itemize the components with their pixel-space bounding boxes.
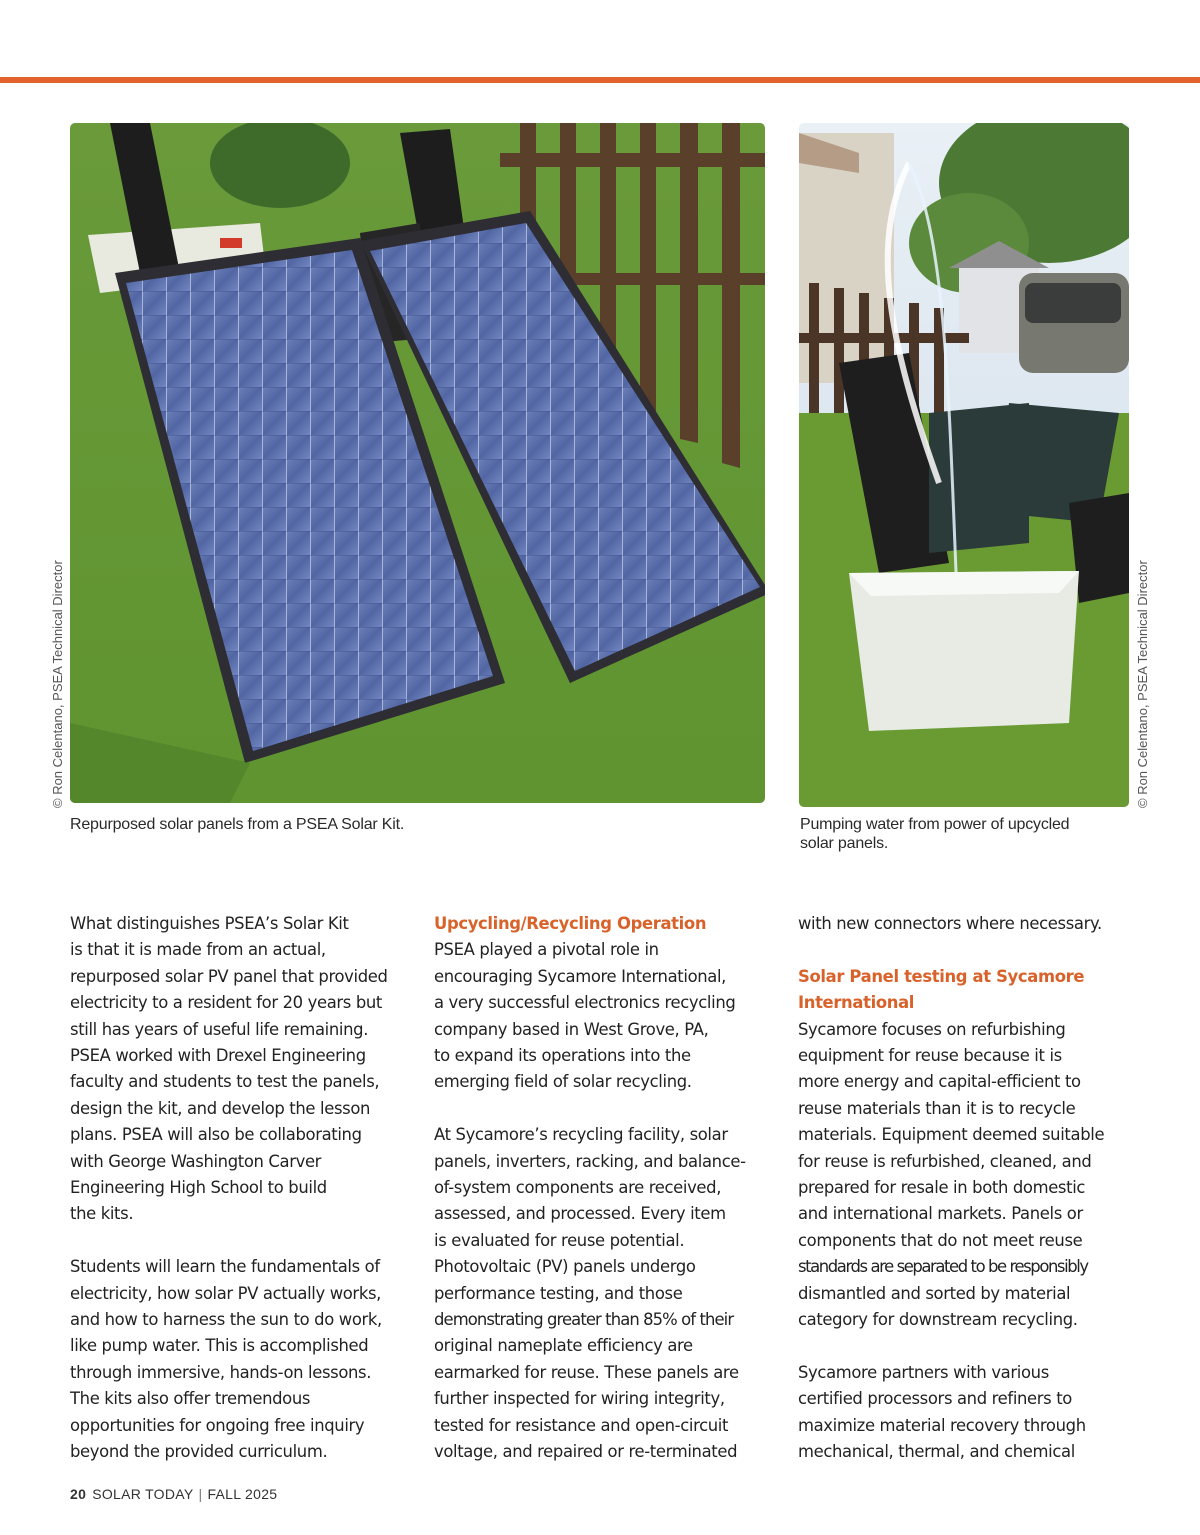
paragraph [798,911,1143,937]
text-line: encouraging Sycamore International, [434,966,727,986]
text-line: PSEA worked with Drexel Engineering [70,1046,366,1066]
text-line: is evaluated for reuse potential. [434,1230,685,1250]
text-line: the kits. [70,1204,134,1224]
text-line: is that it is made from an actual, [70,940,326,960]
caption-line: Pumping water from power of upcycled [800,816,1070,833]
article-column-3 [798,911,1143,1492]
text-line: for reuse is refurbished, cleaned, and [798,1151,1092,1171]
text-line: components that do not meet reuse [798,1230,1083,1250]
text-line: demonstrating greater than 85% of their [434,1310,734,1330]
article-column-2 [434,911,779,1492]
text-line: Photovoltaic (PV) panels undergo [434,1257,696,1277]
section-heading-solar-panel-testing [798,964,1143,1017]
footer-separator: | [198,1486,203,1502]
paragraph [70,911,415,1228]
text-line: Sycamore focuses on refurbishing [798,1019,1066,1039]
text-line: repurposed solar PV panel that provided [70,966,388,986]
text-line: opportunities for ongoing free inquiry [70,1415,365,1435]
paragraph [798,1017,1143,1334]
text-line: equipment for reuse because it is [798,1046,1062,1066]
text-line: and international markets. Panels or [798,1204,1083,1224]
text-line: panels, inverters, racking, and balance- [434,1151,746,1171]
text-line: Students will learn the fundamentals of [70,1257,380,1277]
text-line: tested for resistance and open-circuit [434,1415,729,1435]
text-line: At Sycamore’s recycling facility, solar [434,1125,728,1145]
caption-line: solar panels. [800,835,889,852]
paragraph [70,1254,415,1465]
text-line: more energy and capital-efficient to [798,1072,1081,1092]
text-line: earmarked for reuse. These panels are [434,1362,739,1382]
text-line: like pump water. This is accomplished [70,1336,369,1356]
text-line: electricity to a resident for 20 years but [70,993,382,1013]
photo-caption-left: Repurposed solar panels from a PSEA Solar Kit. [70,816,405,833]
text-line: voltage, and repaired or re-terminated [434,1442,738,1462]
text-line: The kits also offer tremendous [70,1389,311,1409]
water-pump-photo [799,123,1129,807]
text-line: beyond the provided curriculum. [70,1442,328,1462]
text-line: electricity, how solar PV actually works, [70,1283,382,1303]
solar-panels-photo [70,123,765,803]
text-line: plans. PSEA will also be collaborating [70,1125,362,1145]
text-line: standards are separated to be responsibly [798,1257,1088,1277]
text-line: performance testing, and those [434,1283,683,1303]
photo-caption-right [800,815,1100,853]
photo-credit-left: © Ron Celentano, PSEA Technical Director [50,560,65,808]
paragraph [434,1122,779,1465]
text-line: original nameplate efficiency are [434,1336,693,1356]
article-column-1 [70,911,415,1492]
text-line: design the kit, and develop the lesson [70,1098,371,1118]
text-line: of-system components are received, [434,1178,722,1198]
text-line: What distinguishes PSEA’s Solar Kit [70,914,349,933]
text-line: prepared for resale in both domestic [798,1178,1086,1198]
text-line: still has years of useful life remaining. [70,1019,369,1039]
page-footer [70,1486,277,1502]
text-line: reuse materials than it is to recycle [798,1098,1076,1118]
text-line: assessed, and processed. Every item [434,1204,726,1224]
heading-line: Solar Panel testing at Sycamore [798,966,1085,986]
text-line: dismantled and sorted by material [798,1283,1071,1303]
paragraph [434,937,779,1095]
paragraph [798,1360,1143,1466]
text-line: emerging field of solar recycling. [434,1072,692,1092]
photo-credit-right: © Ron Celentano, PSEA Technical Director [1135,560,1150,808]
heading-line: International [798,993,915,1013]
text-line: PSEA played a pivotal role in [434,940,659,960]
text-line: company based in West Grove, PA, [434,1019,709,1039]
text-line: Sycamore partners with various [798,1362,1049,1382]
text-line: and how to harness the sun to do work, [70,1310,382,1330]
text-line: certified processors and refiners to [798,1389,1072,1409]
text-line: a very successful electronics recycling [434,993,736,1013]
text-line: faculty and students to test the panels, [70,1072,380,1092]
text-line: to expand its operations into the [434,1046,691,1066]
section-heading-upcycling: Upcycling/Recycling Operation [434,914,707,933]
text-line: with new connectors where necessary. [798,914,1102,933]
issue-label: FALL 2025 [207,1486,278,1502]
text-line: with George Washington Carver [70,1151,322,1171]
publication-name: SOLAR TODAY [92,1486,194,1502]
page-number: 20 [70,1486,87,1502]
text-line: materials. Equipment deemed suitable [798,1125,1105,1145]
text-line: further inspected for wiring integrity, [434,1389,725,1409]
text-line: through immersive, hands-on lessons. [70,1362,372,1382]
text-line: mechanical, thermal, and chemical [798,1442,1075,1462]
text-line: maximize material recovery through [798,1415,1086,1435]
text-line: category for downstream recycling. [798,1310,1078,1330]
text-line: Engineering High School to build [70,1178,327,1198]
header-rule [0,77,1200,83]
